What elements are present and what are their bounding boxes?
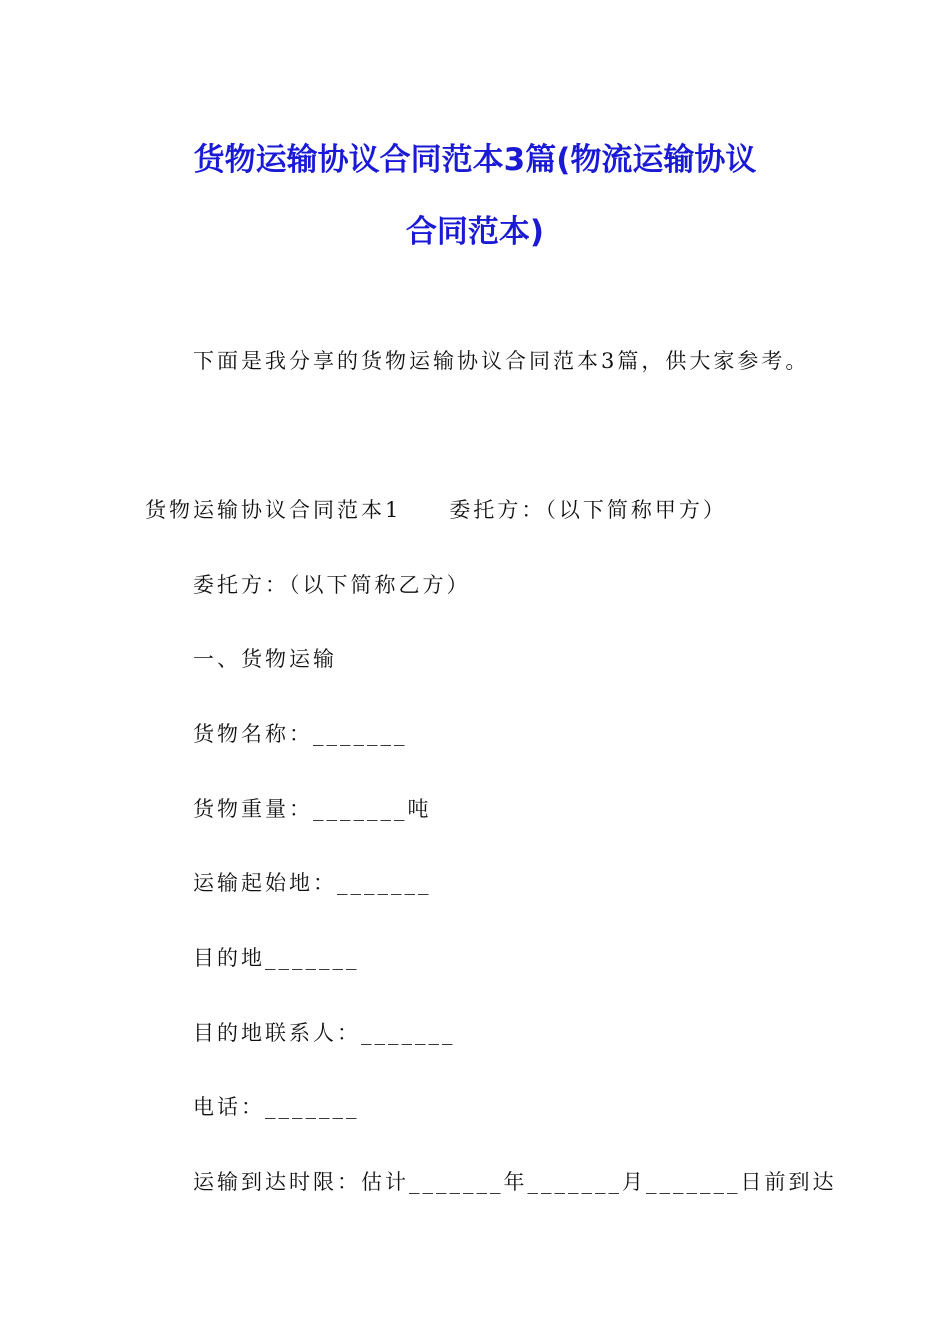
destination-contact-line: 目的地联系人：_______	[193, 1021, 456, 1045]
phone-line: 电话：_______	[193, 1095, 360, 1119]
part-one-heading: 一、货物运输	[193, 647, 337, 671]
document-title-line-1: 货物运输协议合同范本3篇(物流运输协议	[193, 142, 757, 178]
arrival-deadline-line: 运输到达时限：估计_______年_______月_______日前到达	[193, 1170, 837, 1194]
section-heading: 货物运输协议合同范本1	[145, 498, 402, 522]
destination-line: 目的地_______	[193, 946, 360, 970]
cargo-weight-line: 货物重量：_______吨	[193, 797, 432, 821]
origin-line: 运输起始地：_______	[193, 871, 432, 895]
cargo-name-line: 货物名称：_______	[193, 722, 408, 746]
document-title-line-2: 合同范本)	[405, 214, 545, 250]
party-b-line: 委托方：（以下简称乙方）	[193, 573, 471, 597]
intro-paragraph: 下面是我分享的货物运输协议合同范本3篇，供大家参考。	[193, 349, 810, 373]
party-a-line: 委托方：（以下简称甲方）	[449, 498, 727, 522]
section-heading-row	[145, 494, 727, 524]
